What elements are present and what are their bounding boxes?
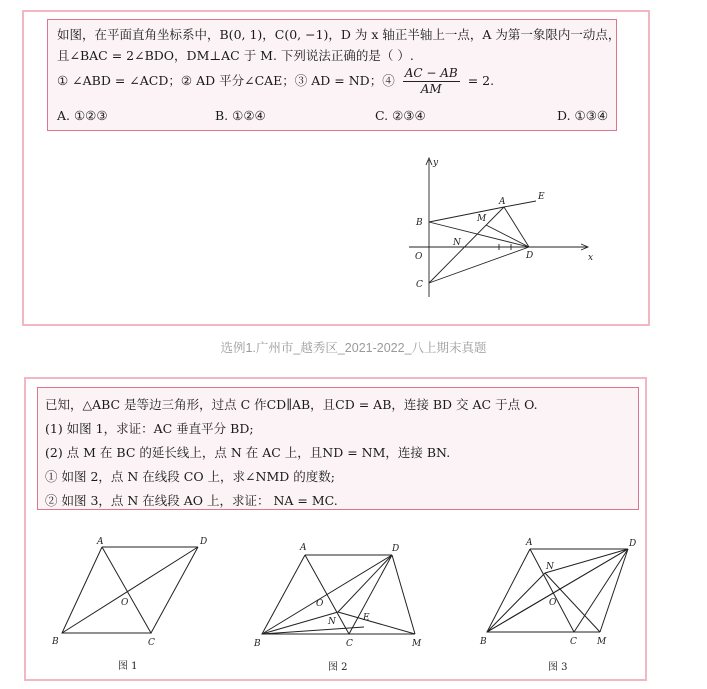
f1-label-D: D <box>200 537 208 547</box>
label-M: M <box>477 214 487 224</box>
fraction-denominator: AM <box>420 82 442 96</box>
f1-label-C: C <box>148 638 155 648</box>
figure-2 <box>246 534 456 679</box>
f3-label-M: M <box>597 637 607 647</box>
segment-NM <box>338 612 415 634</box>
segment-ND <box>338 555 392 612</box>
segment-CD <box>574 549 628 632</box>
f3-label-D: D <box>629 539 637 549</box>
label-D: D <box>526 251 534 261</box>
f2-label-C: C <box>346 639 353 649</box>
label-E: E <box>538 192 545 202</box>
fraction-tail: = 2. <box>467 73 495 88</box>
f2-label-A: A <box>300 543 307 553</box>
figure-3 <box>476 534 646 679</box>
question-2-line-1: 已知，△ABC 是等边三角形，过点 C 作CD∥AB，且CD = AB，连接 BD 交 AC 于点 O. <box>45 397 538 412</box>
option-a: A. ①②③ <box>57 108 108 123</box>
label-x: x <box>588 253 594 263</box>
f3-label-C: C <box>570 637 577 647</box>
segment-BA <box>429 207 504 222</box>
f2-label-N: N <box>328 617 336 627</box>
segment-BD <box>429 222 529 247</box>
figure-3-caption: 图 3 <box>548 662 568 673</box>
label-y: y <box>433 158 439 168</box>
label-N: N <box>453 238 461 248</box>
question-1-line-2: 且∠BAC = 2∠BDO，DM⊥AC 于 M. 下列说法正确的是（ ）. <box>57 48 414 63</box>
option-c: C. ②③④ <box>375 108 426 123</box>
f1-label-B: B <box>52 637 59 647</box>
label-C: C <box>416 280 423 290</box>
question-1-box <box>47 19 621 131</box>
f2-label-E: E <box>363 613 370 623</box>
fraction-numerator: AC − AB <box>404 66 458 80</box>
triangle-ABC <box>62 547 151 633</box>
f1-label-O: O <box>121 598 129 608</box>
example-caption: 选例1.广州市_越秀区_2021-2022_八上期末真题 <box>220 341 487 355</box>
segment-BN <box>262 612 338 634</box>
label-A: A <box>499 197 506 207</box>
question-2-line-2: (1) 如图 1，求证：AC 垂直平分 BD; <box>45 421 254 436</box>
f3-label-O: O <box>549 598 557 608</box>
triangle-ABC <box>262 555 349 634</box>
figure-1 <box>38 534 238 679</box>
f3-label-N: N <box>546 562 554 572</box>
f3-label-A: A <box>526 538 533 548</box>
figure-2-caption: 图 2 <box>328 662 348 673</box>
question-1-line-1: 如图，在平面直角坐标系中，B(0, 1)，C(0, −1)，D 为 x 轴正半轴上一点，A 为第一象限内一动点， <box>57 27 621 42</box>
f1-label-A: A <box>97 537 104 547</box>
fraction <box>403 66 460 97</box>
f2-label-B: B <box>254 639 261 649</box>
segment-AE <box>504 201 536 207</box>
segment-CD <box>429 247 529 283</box>
question-card-1 <box>22 10 650 326</box>
question-card-2 <box>24 377 647 681</box>
f2-label-M: M <box>412 639 422 649</box>
statements-text: ① ∠ABD = ∠ACD；② AD 平分∠CAE；③ AD = ND；④ <box>57 73 395 88</box>
question-2-line-3: (2) 点 M 在 BC 的延长线上，点 N 在 AC 上，且ND = NM，连接 BN. <box>45 445 451 460</box>
question-2-box <box>37 387 639 510</box>
question-2-line-4: ① 如图 2，点 N 在线段 CO 上，求∠NMD 的度数; <box>45 469 335 484</box>
f2-label-O: O <box>316 599 324 609</box>
segment-DM <box>600 549 628 632</box>
segment-ND <box>545 549 628 573</box>
segment-DM <box>392 555 415 634</box>
segment-CA <box>429 207 504 283</box>
figure-1-caption: 图 1 <box>118 661 138 672</box>
label-O: O <box>415 252 423 262</box>
label-B: B <box>416 218 423 228</box>
f2-label-D: D <box>392 544 400 554</box>
segment-CD <box>151 547 198 633</box>
question-2-line-5: ② 如图 3，点 N 在线段 AO 上，求证： NA = MC. <box>45 493 338 508</box>
f3-label-B: B <box>480 637 487 647</box>
segment-CD <box>349 555 392 634</box>
question-1-line-3 <box>57 66 608 97</box>
option-d: D. ①③④ <box>557 108 609 123</box>
option-b: B. ①②④ <box>215 108 266 123</box>
coordinate-figure <box>399 152 619 302</box>
